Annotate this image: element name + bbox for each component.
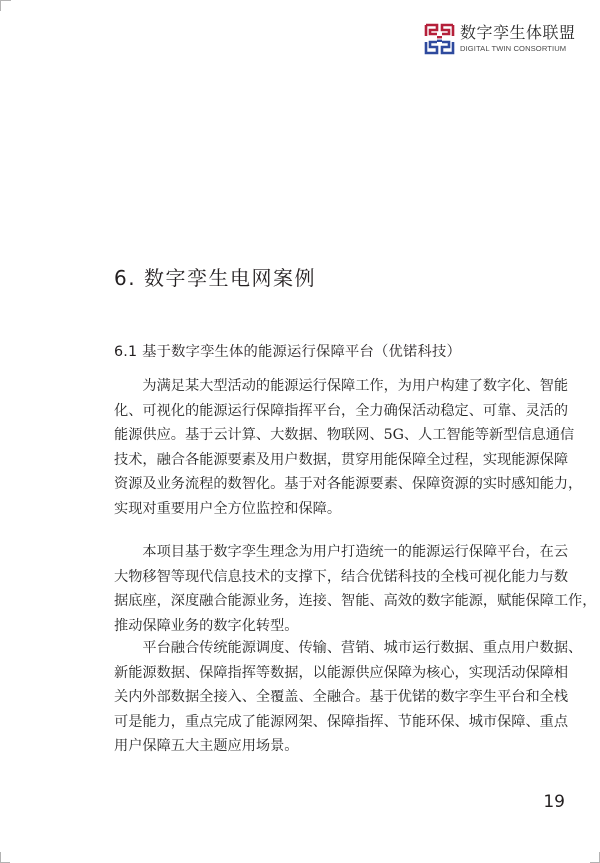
paragraph-3 bbox=[114, 636, 583, 759]
paragraph-line: 为满足某大型活动的能源运行保障工作，为用户构建了数字化、智能 bbox=[114, 378, 569, 394]
paragraph-line: 化、可视化的能源运行保障指挥平台，全力确保活动稳定、可靠、灵活的 bbox=[114, 402, 569, 419]
paragraph-line: 新能源数据、保障指挥等数据，以能源供应保障为核心，实现活动保障相 bbox=[114, 664, 569, 681]
paragraph-line: 据底座，深度融合能源业务，连接、智能、高效的数字能源，赋能保障工作， bbox=[114, 593, 597, 610]
paragraph-line: 推动保障业务的数字化转型。 bbox=[114, 617, 299, 634]
paragraph-line: 可是能力，重点完成了能源网架、保障指挥、节能环保、城市保障、重点 bbox=[114, 713, 569, 730]
crop-mark bbox=[0, 0, 1, 11]
logo-name-en: DIGITAL TWIN CONSORTIUM bbox=[460, 44, 567, 54]
paragraph-line: 平台融合传统能源调度、传输、营销、城市运行数据、重点用户数据、 bbox=[114, 640, 583, 656]
paragraph-2 bbox=[114, 540, 597, 638]
crop-mark bbox=[0, 852, 1, 863]
paragraph-line: 技术，融合各能源要素及用户数据，贯穿用能保障全过程，实现能源保障 bbox=[114, 451, 569, 468]
logo-name-cn: 数字孪生体联盟 bbox=[460, 23, 576, 43]
page-number: 19 bbox=[543, 792, 565, 812]
paragraph-line: 用户保障五大主题应用场景。 bbox=[114, 738, 299, 755]
paragraph-line: 本项目基于数字孪生理念为用户打造统一的能源运行保障平台，在云 bbox=[114, 544, 569, 560]
crop-mark bbox=[0, 0, 11, 1]
paragraph-line: 关内外部数据全接入、全覆盖、全融合。基于优锘的数字孪生平台和全栈 bbox=[114, 689, 569, 706]
digital-twin-consortium-logo-icon bbox=[424, 23, 455, 55]
header-logo bbox=[424, 23, 576, 55]
paragraph-line: 大物移智等现代信息技术的支撑下，结合优锘科技的全栈可视化能力与数 bbox=[114, 568, 569, 585]
paragraph-line: 资源及业务流程的数智化。基于对各能源要素、保障资源的实时感知能力， bbox=[114, 476, 583, 493]
paragraph-line: 实现对重要用户全方位监控和保障。 bbox=[114, 500, 342, 517]
section-title: 6.1 基于数字孪生体的能源运行保障平台（优锘科技） bbox=[114, 344, 462, 360]
paragraph-1 bbox=[114, 374, 583, 522]
paragraph-line: 能源供应。基于云计算、大数据、物联网、5G、人工智能等新型信息通信 bbox=[114, 427, 575, 444]
chapter-title: 6. 数字孪生电网案例 bbox=[114, 266, 316, 290]
